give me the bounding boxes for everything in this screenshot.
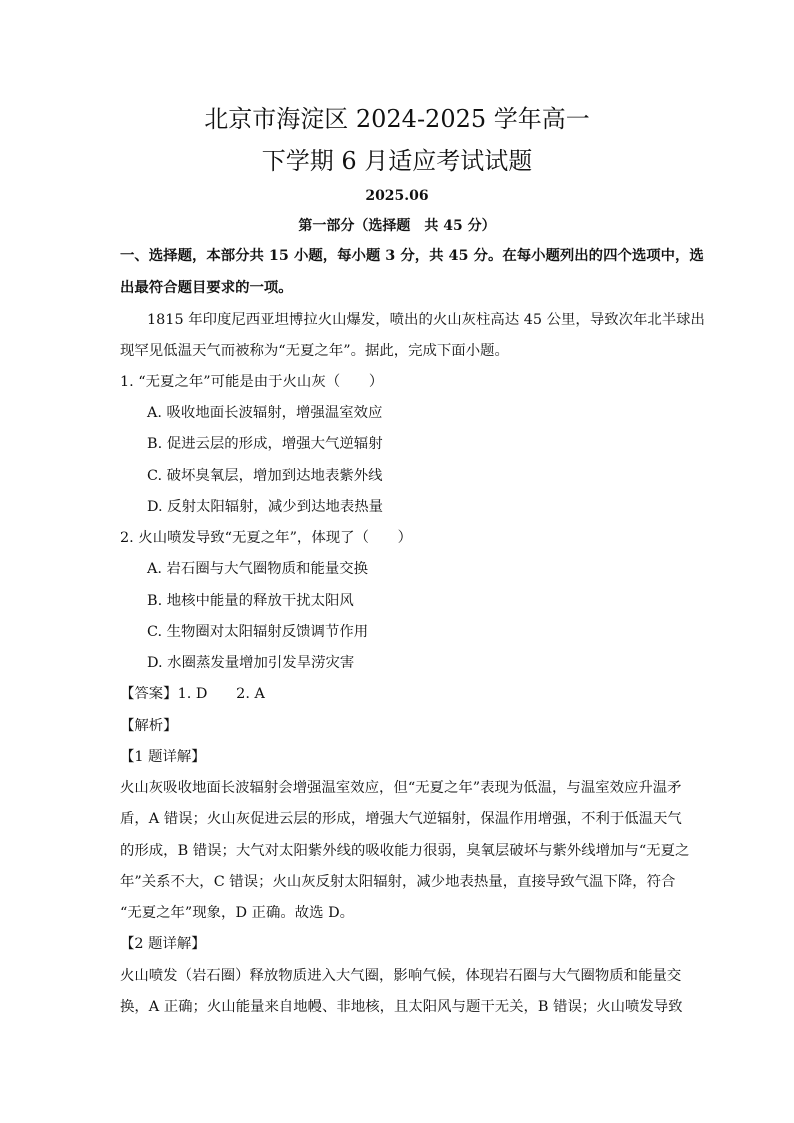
detail-1-line-4: 年”关系不大，C 错误；火山灰反射太阳辐射，减少地表热量，直接导致气温下降，符合: [120, 874, 676, 890]
question-2-stem: 2. 火山喷发导致“无夏之年”，体现了（ ）: [120, 530, 413, 546]
question-1-option-d: D. 反射太阳辐射，减少到达地表热量: [147, 499, 384, 515]
passage-line-2: 现罕见低温天气而被称为“无夏之年”。据此，完成下面小题。: [120, 343, 509, 359]
detail-1-line-2: 盾，A 错误；火山灰促进云层的形成，增强大气逆辐射，保温作用增强，不利于低温天气: [120, 811, 682, 827]
analysis-label: 【解析】: [120, 718, 178, 734]
passage-line-1: 1815 年印度尼西亚坦博拉火山爆发，喷出的火山灰柱高达 45 公里，导致次年北半球出: [147, 312, 705, 328]
answer-line: 【答案】1. D 2. A: [120, 686, 265, 702]
question-2-option-d: D. 水圈蒸发量增加引发旱涝灾害: [147, 655, 355, 671]
question-1-option-b: B. 促进云层的形成，增强大气逆辐射: [147, 436, 383, 452]
detail-1-label: 【1 题详解】: [120, 749, 206, 765]
question-2-option-c: C. 生物圈对太阳辐射反馈调节作用: [147, 624, 369, 640]
question-1-stem: 1. “无夏之年”可能是由于火山灰（ ）: [120, 374, 384, 390]
detail-2-label: 【2 题详解】: [120, 936, 206, 952]
question-2-option-a: A. 岩石圈与大气圈物质和能量交换: [147, 561, 369, 577]
detail-1-line-1: 火山灰吸收地面长波辐射会增强温室效应，但“无夏之年”表现为低温，与温室效应升温矛: [120, 780, 682, 796]
detail-2-line-1: 火山喷发（岩石圈）释放物质进入大气圈，影响气候，体现岩石圈与大气圈物质和能量交: [120, 968, 682, 984]
part-heading: 第一部分（选择题 共 45 分）: [298, 218, 496, 234]
question-1-option-a: A. 吸收地面长波辐射，增强温室效应: [147, 405, 383, 421]
section-instruction-line-1: 一、选择题，本部分共 15 小题，每小题 3 分，共 45 分。在每小题列出的四个选项中，选: [120, 247, 704, 264]
detail-1-line-5: “无夏之年”现象，D 正确。故选 D。: [120, 905, 355, 921]
detail-1-line-3: 的形成，B 错误；大气对太阳紫外线的吸收能力很弱，臭氧层破坏与紫外线增加与“无夏之: [120, 843, 690, 859]
title-line-1: 北京市海淀区 2024-2025 学年高一: [204, 105, 590, 133]
title-line-2: 下学期 6 月适应考试试题: [261, 147, 533, 175]
question-2-option-b: B. 地核中能量的释放干扰太阳风: [147, 593, 354, 609]
section-instruction-line-2: 出最符合题目要求的一项。: [120, 279, 293, 296]
exam-date: 2025.06: [365, 188, 429, 204]
question-1-option-c: C. 破坏臭氧层，增加到达地表紫外线: [147, 468, 383, 484]
detail-2-line-2: 换，A 正确；火山能量来自地幔、非地核，且太阳风与题干无关，B 错误；火山喷发导致: [120, 999, 683, 1015]
